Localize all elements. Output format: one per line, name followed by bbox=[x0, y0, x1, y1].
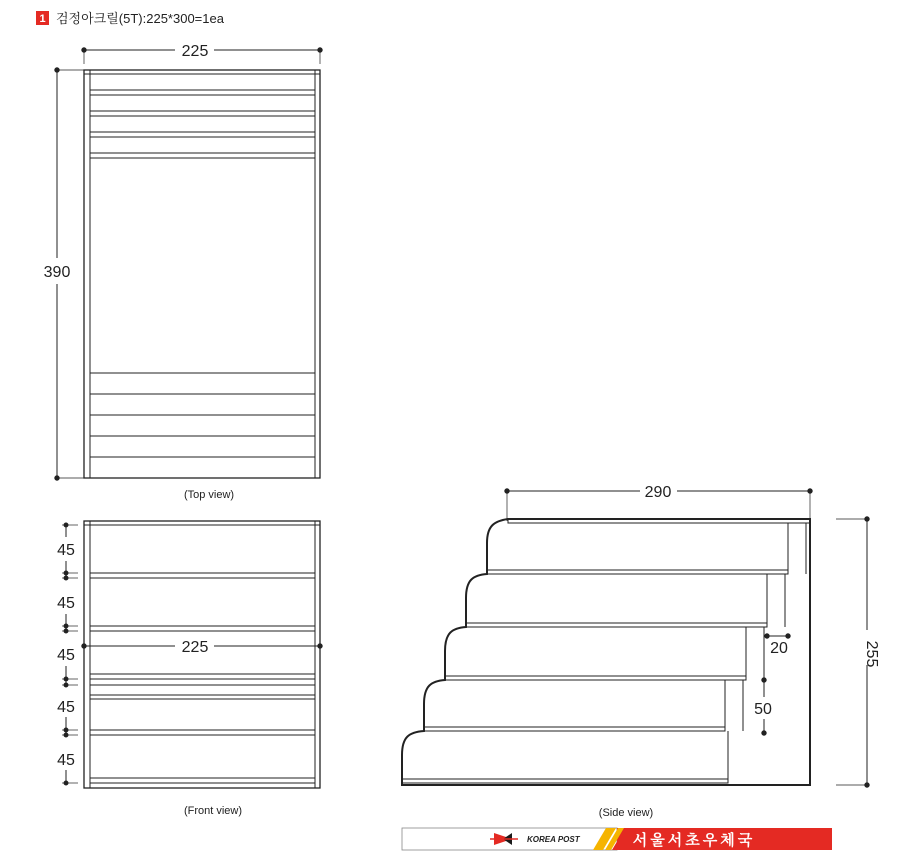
front-view-shelf-height-label-4: 45 bbox=[57, 699, 75, 716]
top-view-outline bbox=[84, 70, 320, 478]
front-view-width-label: 225 bbox=[181, 639, 209, 656]
front-view-shelf-height-label-1: 45 bbox=[57, 542, 75, 559]
side-view-caption: (Side view) bbox=[598, 807, 654, 819]
side-view bbox=[402, 489, 869, 787]
front-view-shelf-height-label-2: 45 bbox=[57, 595, 75, 612]
banner-brand: KOREA POST bbox=[527, 835, 580, 844]
front-view-shelf-height-label-3: 45 bbox=[57, 647, 75, 664]
side-view-step-treads bbox=[402, 519, 810, 783]
top-view bbox=[44, 43, 323, 480]
top-view-width-label: 225 bbox=[181, 43, 209, 60]
header-text: 검정아크릴(5T):225*300=1ea bbox=[56, 11, 224, 26]
side-view-step-height-label: 50 bbox=[754, 701, 772, 718]
front-view-shelf-height-label-5: 45 bbox=[57, 752, 75, 769]
top-view-upper-shelves bbox=[84, 74, 320, 158]
side-view-offset-label: 20 bbox=[770, 640, 788, 657]
side-view-outline bbox=[402, 519, 810, 785]
front-view-caption: (Front view) bbox=[183, 805, 243, 817]
top-view-height-label: 390 bbox=[43, 264, 71, 281]
banner-office: 서울서초우체국 bbox=[632, 832, 756, 849]
side-view-depth-label: 290 bbox=[644, 484, 672, 501]
korea-post-banner bbox=[402, 828, 832, 850]
side-view-height-label: 255 bbox=[863, 640, 880, 668]
header-number: 1 bbox=[39, 13, 46, 25]
side-view-offset-dimension bbox=[765, 634, 790, 638]
top-view-lower-shelves bbox=[90, 373, 315, 457]
header bbox=[36, 11, 225, 26]
top-view-caption: (Top view) bbox=[183, 489, 235, 501]
side-view-step-risers bbox=[725, 523, 806, 783]
